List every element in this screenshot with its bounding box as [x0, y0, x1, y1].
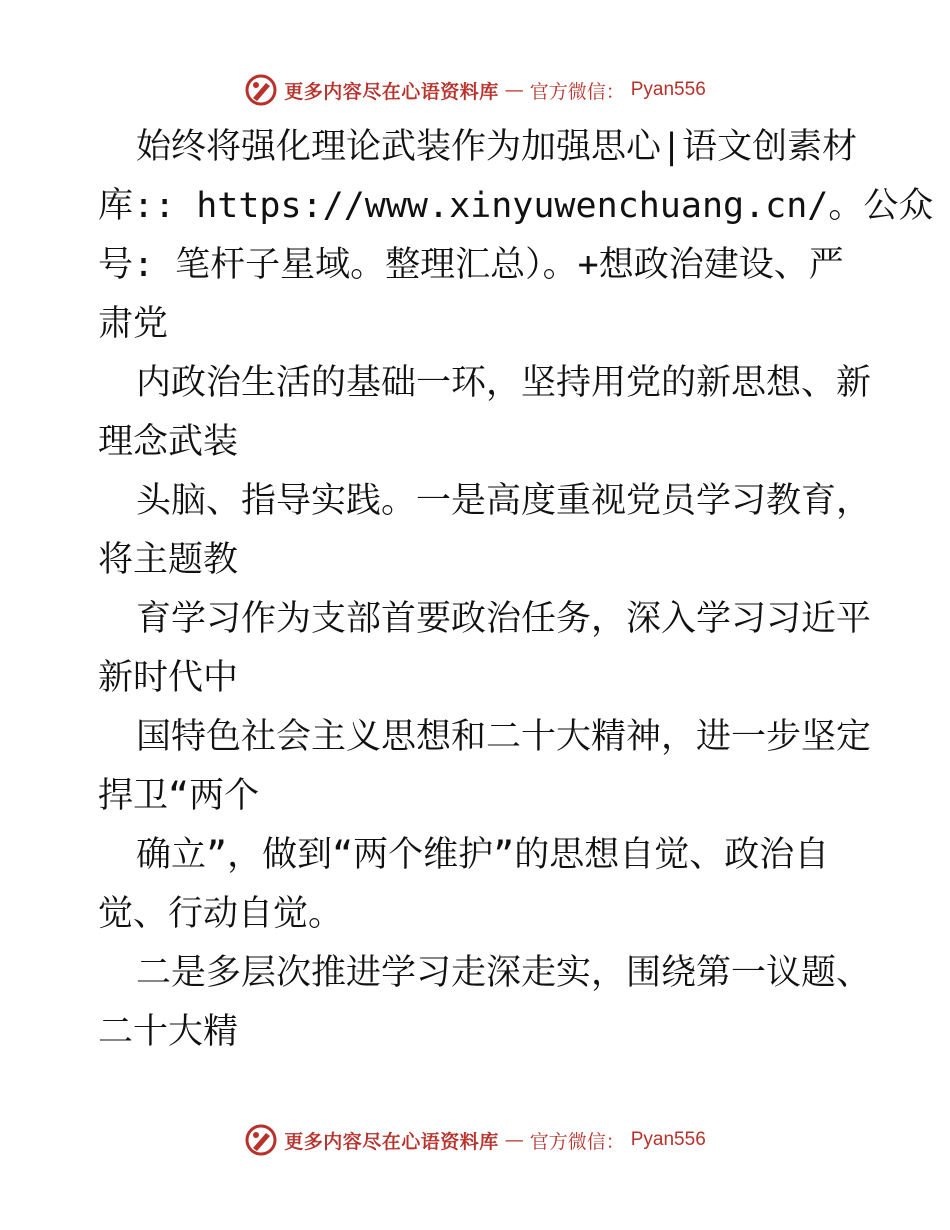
header-banner	[0, 70, 950, 110]
text-line: 肃党	[98, 304, 169, 344]
footer-wechat-id: Pyan556	[630, 1129, 706, 1150]
text-line: 库:: https://www.xinyuwenchuang.cn/。公众	[98, 186, 934, 226]
text-line: 觉、行动自觉。	[98, 894, 344, 934]
text-line: 理念武装	[98, 422, 239, 462]
header-wechat-label: 官方微信：	[529, 80, 625, 103]
text-line: 育学习作为支部首要政治任务，深入学习习近平	[136, 599, 872, 639]
footer-banner	[0, 1120, 950, 1160]
header-dash: —	[504, 79, 524, 101]
text-line: 确立”，做到“两个维护”的思想自觉、政治自	[136, 835, 830, 875]
text-line: 捍卫“两个	[98, 776, 260, 816]
text-line: 国特色社会主义思想和二十大精神，进一步坚定	[136, 717, 872, 757]
footer-wechat-label: 官方微信：	[529, 1130, 625, 1153]
body-text	[98, 118, 934, 1062]
text-line: 始终将强化理论武装作为加强思心|语文创素材	[136, 127, 858, 167]
text-line: 二十大精	[98, 1012, 239, 1052]
pen-seal-icon	[244, 1123, 278, 1157]
text-line: 二是多层次推进学习走深走实，围绕第一议题、	[136, 953, 872, 993]
text-line: 号: 笔杆子星域。整理汇总）。+想政治建设、严	[98, 245, 844, 285]
pen-seal-icon	[244, 73, 278, 107]
text-line: 将主题教	[98, 540, 239, 580]
header-wechat-id: Pyan556	[630, 79, 706, 100]
footer-dash: —	[504, 1129, 524, 1151]
text-line: 头脑、指导实践。一是高度重视党员学习教育，	[136, 481, 872, 521]
text-line: 内政治生活的基础一环，坚持用党的新思想、新	[136, 363, 872, 403]
text-line: 新时代中	[98, 658, 239, 698]
header-brand-text: 更多内容尽在心语资料库	[284, 80, 499, 103]
footer-brand-text: 更多内容尽在心语资料库	[284, 1130, 499, 1153]
